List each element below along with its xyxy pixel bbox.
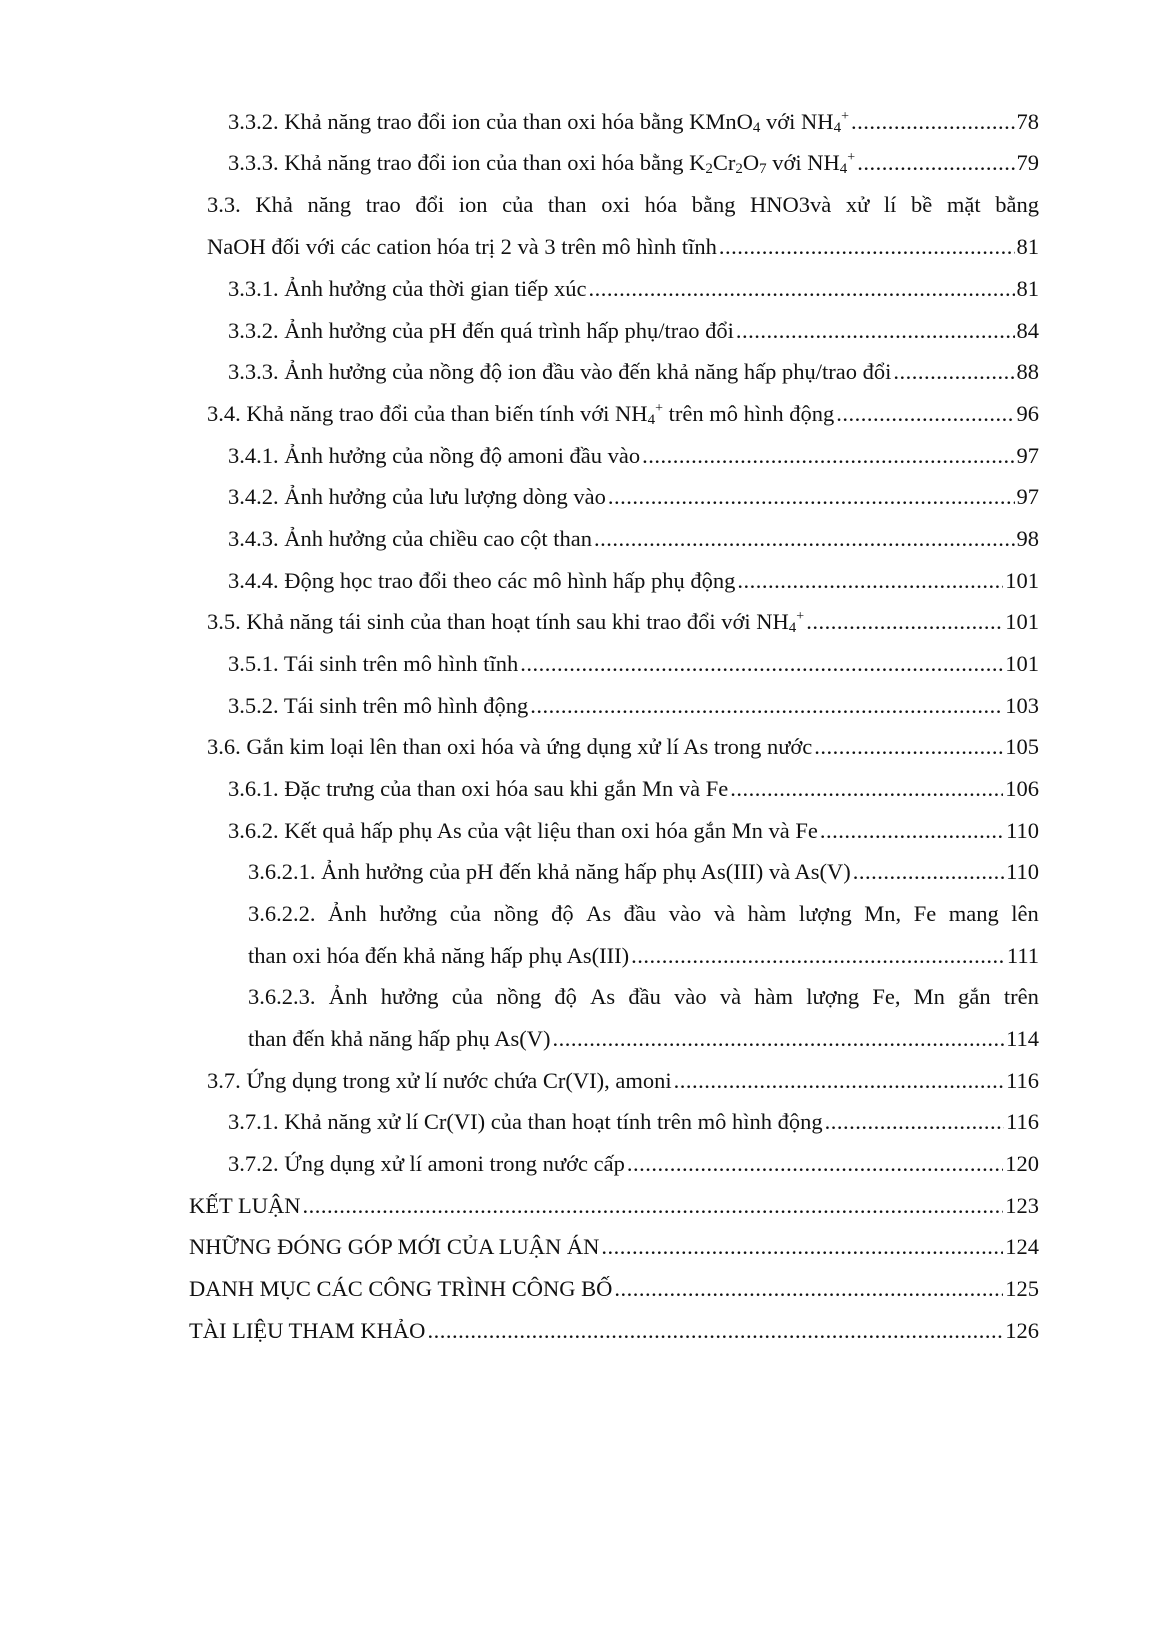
- toc-entry[interactable]: [207, 607, 1039, 637]
- toc-entry[interactable]: [228, 107, 1039, 137]
- toc-entry-title: 3.6.2. Kết quả hấp phụ As của vật liệu than oxi hóa gắn Mn và Fe: [228, 818, 818, 843]
- toc-leader-dots: [520, 649, 1003, 679]
- toc-entry-title: 3.5.1. Tái sinh trên mô hình tĩnh: [228, 651, 519, 676]
- toc-page-number: 81: [1016, 234, 1039, 259]
- toc-page-number: 97: [1016, 443, 1039, 468]
- toc-entry-title: 3.6.1. Đặc trưng của than oxi hóa sau khi gắn Mn và Fe: [228, 776, 729, 801]
- toc-entry-title: 3.3.2. Khả năng trao đổi ion của than oxi hóa bằng KMnO$_4$ với $NH_4^+$: [228, 109, 849, 136]
- toc-entry[interactable]: [248, 857, 1039, 887]
- toc-leader-dots: [302, 1191, 1003, 1221]
- toc-entry-title: 3.3.3. Ảnh hưởng của nồng độ ion đầu vào đến khả năng hấp phụ/trao đổi: [228, 359, 892, 384]
- toc-leader-dots: [820, 816, 1004, 846]
- toc-entry[interactable]: [228, 649, 1039, 679]
- toc-leader-dots: [814, 732, 1003, 762]
- toc-entry-title-line1: 3.3. Khả năng trao đổi ion của than oxi hóa bằng HNO3và xử lí bề mặt bằng: [207, 192, 1039, 217]
- toc-page-number: 123: [1005, 1193, 1039, 1218]
- toc-leader-dots: [588, 274, 1014, 304]
- toc-entry-title: 3.7.2. Ứng dụng xử lí amoni trong nước cấp: [228, 1151, 625, 1176]
- toc-page-number: 88: [1016, 359, 1039, 384]
- toc-entry[interactable]: [228, 691, 1039, 721]
- toc-entry-title-line2: than oxi hóa đến khả năng hấp phụ As(III): [248, 943, 630, 968]
- toc-entry[interactable]: [207, 732, 1039, 762]
- toc-page-number: 106: [1005, 776, 1039, 801]
- toc-entry-title-line1: 3.6.2.2. Ảnh hưởng của nồng độ As đầu vào và hàm lượng Mn, Fe mang lên: [248, 901, 1039, 926]
- toc-leader-dots: [853, 857, 1004, 887]
- toc-entry[interactable]: [228, 148, 1039, 178]
- toc-entry[interactable]: [228, 274, 1039, 304]
- toc-page-number: 116: [1006, 1109, 1039, 1134]
- toc-page-number: 120: [1005, 1151, 1039, 1176]
- toc-entry[interactable]: [228, 774, 1039, 804]
- toc-entry-title: 3.6. Gắn kim loại lên than oxi hóa và ứng dụng xử lí As trong nước: [207, 734, 813, 759]
- toc-entry-title: 3.3.1. Ảnh hưởng của thời gian tiếp xúc: [228, 276, 587, 301]
- toc-entry-title: 3.7.1. Khả năng xử lí Cr(VI) của than hoạt tính trên mô hình động: [228, 1109, 823, 1134]
- toc-entry-title: 3.4.2. Ảnh hưởng của lưu lượng dòng vào: [228, 484, 606, 509]
- toc-entry[interactable]: [228, 1107, 1039, 1137]
- toc-entry-title: 3.4. Khả năng trao đổi của than biến tính với $NH_4^+$ trên mô hình động: [207, 401, 835, 428]
- toc-entry[interactable]: [189, 1274, 1039, 1304]
- toc-entry-multiline[interactable]: [248, 976, 1039, 1060]
- toc-page-number: 114: [1006, 1026, 1039, 1051]
- toc-leader-dots: [427, 1316, 1003, 1346]
- toc-page-number: 110: [1006, 818, 1039, 843]
- toc-entry-title: 3.4.1. Ảnh hưởng của nồng độ amoni đầu vào: [228, 443, 641, 468]
- toc-entry[interactable]: [189, 1191, 1039, 1221]
- toc-entry-title: 3.5.2. Tái sinh trên mô hình động: [228, 693, 529, 718]
- toc-entry-title: 3.4.3. Ảnh hưởng của chiều cao cột than: [228, 526, 592, 551]
- toc-entry[interactable]: [207, 1066, 1039, 1096]
- toc-leader-dots: [552, 1018, 1004, 1060]
- toc-entry[interactable]: [207, 399, 1039, 429]
- toc-page-number: 101: [1005, 568, 1039, 593]
- toc-leader-dots: [642, 441, 1014, 471]
- toc-leader-dots: [530, 691, 1003, 721]
- toc-entry-multiline[interactable]: [248, 893, 1039, 977]
- toc-leader-dots: [601, 1232, 1003, 1262]
- toc-leader-dots: [851, 107, 1015, 137]
- toc-leader-dots: [674, 1066, 1004, 1096]
- toc-page-number: 98: [1016, 526, 1039, 551]
- toc-page-number: 103: [1005, 693, 1039, 718]
- toc-entry[interactable]: [228, 566, 1039, 596]
- toc-leader-dots: [893, 357, 1014, 387]
- toc-entry[interactable]: [228, 482, 1039, 512]
- toc-entry[interactable]: [228, 816, 1039, 846]
- toc-leader-dots: [631, 935, 1005, 977]
- toc-entry-title-line2: NaOH đối với các cation hóa trị 2 và 3 trên mô hình tĩnh: [207, 234, 717, 259]
- toc-entry-title-line2: than đến khả năng hấp phụ As(V): [248, 1026, 551, 1051]
- toc-entry-multiline[interactable]: [207, 184, 1039, 268]
- toc-entry[interactable]: [189, 1316, 1039, 1346]
- toc-page-number: 111: [1006, 943, 1039, 968]
- toc-page-number: 81: [1016, 276, 1039, 301]
- toc-entry[interactable]: [228, 357, 1039, 387]
- toc-page-number: 84: [1016, 318, 1039, 343]
- toc-entry[interactable]: [189, 1232, 1039, 1262]
- toc-entry-title: NHỮNG ĐÓNG GÓP MỚI CỦA LUẬN ÁN: [189, 1234, 600, 1259]
- toc-leader-dots: [614, 1274, 1003, 1304]
- toc-entry-title: 3.3.3. Khả năng trao đổi ion của than oxi hóa bằng $K_2Cr_2O_7$ với $NH_4^+$: [228, 150, 856, 177]
- toc-entry-title: KẾT LUẬN: [189, 1193, 301, 1218]
- toc-page-number: 79: [1016, 150, 1039, 175]
- toc-page-number: 78: [1016, 109, 1039, 134]
- toc-page-number: 96: [1016, 401, 1039, 426]
- toc-leader-dots: [737, 566, 1003, 596]
- toc-entry-title: DANH MỤC CÁC CÔNG TRÌNH CÔNG BỐ: [189, 1276, 613, 1301]
- toc-entry-title: TÀI LIỆU THAM KHẢO: [189, 1318, 426, 1343]
- toc-page-number: 105: [1005, 734, 1039, 759]
- toc-page-number: 101: [1005, 609, 1039, 634]
- toc-entry-title: 3.6.2.1. Ảnh hưởng của pH đến khả năng hấp phụ As(III) và As(V): [248, 859, 851, 884]
- toc-entry[interactable]: [228, 1149, 1039, 1179]
- toc-entry-title: 3.4.4. Động học trao đổi theo các mô hình hấp phụ động: [228, 568, 736, 593]
- toc-leader-dots: [627, 1149, 1003, 1179]
- toc-leader-dots: [719, 226, 1015, 268]
- toc-entry[interactable]: [228, 316, 1039, 346]
- toc-leader-dots: [736, 316, 1015, 346]
- toc-entry-title-line1: 3.6.2.3. Ảnh hưởng của nồng độ As đầu vào và hàm lượng Fe, Mn gắn trên: [248, 984, 1039, 1009]
- toc-page-number: 116: [1006, 1068, 1039, 1093]
- toc-page-number: 124: [1005, 1234, 1039, 1259]
- toc-leader-dots: [594, 524, 1015, 554]
- toc-leader-dots: [730, 774, 1003, 804]
- toc-leader-dots: [825, 1107, 1004, 1137]
- toc-page-number: 126: [1005, 1318, 1039, 1343]
- toc-page-number: 101: [1005, 651, 1039, 676]
- toc-leader-dots: [857, 148, 1014, 178]
- toc-entry-title: 3.7. Ứng dụng trong xử lí nước chứa Cr(VI), amoni: [207, 1068, 672, 1093]
- toc-entry[interactable]: [228, 524, 1039, 554]
- toc-page-number: 110: [1006, 859, 1039, 884]
- toc-page-number: 97: [1016, 484, 1039, 509]
- toc-leader-dots: [836, 399, 1014, 429]
- toc-entry[interactable]: [228, 441, 1039, 471]
- toc-page-number: 125: [1005, 1276, 1039, 1301]
- toc-entry-title: 3.3.2. Ảnh hưởng của pH đến quá trình hấp phụ/trao đổi: [228, 318, 734, 343]
- toc-leader-dots: [608, 482, 1015, 512]
- toc-entry-title: 3.5. Khả năng tái sinh của than hoạt tính sau khi trao đổi với $NH_4^+$: [207, 609, 805, 636]
- toc-leader-dots: [806, 607, 1003, 637]
